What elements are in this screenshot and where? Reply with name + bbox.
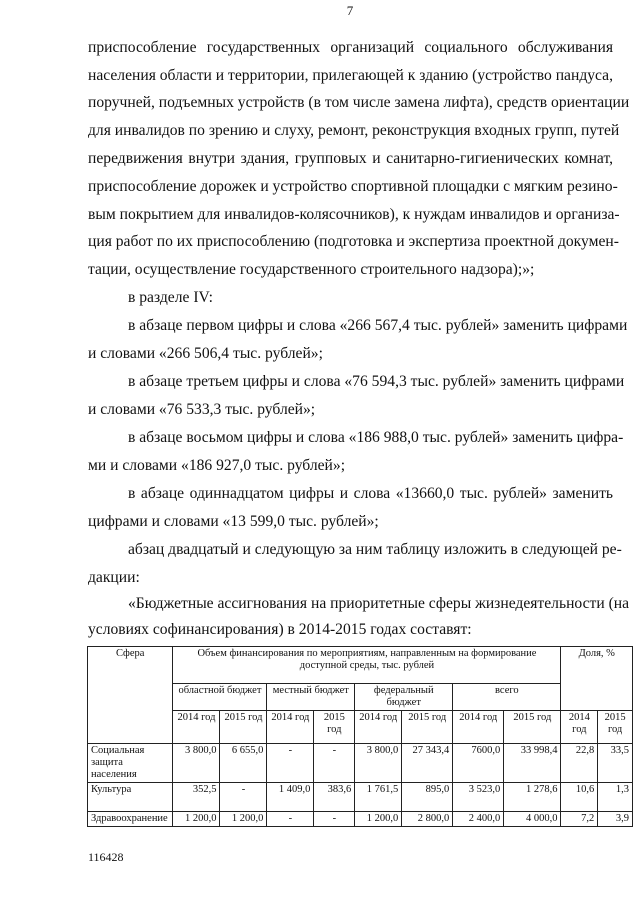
header-share: Доля, % bbox=[561, 647, 633, 711]
header-year: 2015 год bbox=[598, 711, 633, 744]
table-row bbox=[88, 744, 633, 783]
cell-value: 10,6 bbox=[561, 783, 598, 812]
text-line: дакции: bbox=[88, 569, 140, 586]
cell-value: 22,8 bbox=[561, 744, 598, 783]
text-line: приспособление государственных организаций социального обслуживания bbox=[88, 39, 613, 56]
text-line: условиях софинансирования) в 2014-2015 годах составят: bbox=[88, 621, 472, 638]
cell-value: 27 343,4 bbox=[402, 744, 453, 783]
text-line: вым покрытием для инвалидов-колясочников), к нуждам инвалидов и организа- bbox=[88, 206, 620, 223]
text-line: в абзаце восьмом цифры и слова «186 988,0 тыс. рублей» заменить цифра- bbox=[128, 429, 624, 446]
header-year: 2014 год bbox=[561, 711, 598, 744]
cell-value: 7600,0 bbox=[453, 744, 504, 783]
header-sphere: Сфера bbox=[88, 647, 173, 744]
header-budget: всего bbox=[453, 684, 561, 711]
cell-value: 4 000,0 bbox=[504, 812, 561, 827]
table-row bbox=[88, 812, 633, 827]
text-line: приспособление дорожек и устройство спортивной площадки с мягким резино- bbox=[88, 178, 618, 195]
cell-value: 6 655,0 bbox=[220, 744, 267, 783]
text-line: населения области и территории, прилегающей к зданию (устройство пандуса, bbox=[88, 67, 613, 84]
cell-value: 2 400,0 bbox=[453, 812, 504, 827]
header-budget: областной бюджет bbox=[173, 684, 267, 711]
header-year: 2014 год bbox=[355, 711, 402, 744]
header-year: 2014 год bbox=[453, 711, 504, 744]
cell-value: 895,0 bbox=[402, 783, 453, 812]
cell-value: 1 409,0 bbox=[267, 783, 314, 812]
row-sphere: Здравоохранение bbox=[88, 812, 173, 827]
cell-value: - bbox=[314, 812, 355, 827]
text-line: для инвалидов по зрению и слуху, ремонт, реконструкция входных групп, путей bbox=[88, 122, 620, 139]
text-line: тации, осуществление государственного строительного надзора);»; bbox=[88, 261, 535, 278]
cell-value: 7,2 bbox=[561, 812, 598, 827]
header-year: 2015 год bbox=[314, 711, 355, 744]
cell-value: - bbox=[314, 744, 355, 783]
text-line: в абзаце первом цифры и слова «266 567,4 тыс. рублей» заменить цифрами bbox=[128, 317, 628, 334]
cell-value: 383,6 bbox=[314, 783, 355, 812]
row-sphere: Социальная защита населения bbox=[88, 744, 173, 783]
cell-value: - bbox=[267, 744, 314, 783]
header-budget: местный бюджет bbox=[267, 684, 355, 711]
text-line: ми и словами «186 927,0 тыс. рублей»; bbox=[88, 457, 346, 474]
cell-value: 1 200,0 bbox=[220, 812, 267, 827]
row-sphere: Культура bbox=[88, 783, 173, 812]
cell-value: 3 523,0 bbox=[453, 783, 504, 812]
cell-value: - bbox=[220, 783, 267, 812]
cell-value: 1 200,0 bbox=[355, 812, 402, 827]
cell-value: 3 800,0 bbox=[173, 744, 220, 783]
table-row bbox=[88, 783, 633, 812]
cell-value: 3,9 bbox=[598, 812, 633, 827]
header-year: 2014 год bbox=[173, 711, 220, 744]
cell-value: 33 998,4 bbox=[504, 744, 561, 783]
text-line: и словами «266 506,4 тыс. рублей»; bbox=[88, 345, 323, 362]
text-line: цифрами и словами «13 599,0 тыс. рублей»; bbox=[88, 513, 379, 530]
cell-value: 352,5 bbox=[173, 783, 220, 812]
document-code: 116428 bbox=[88, 850, 124, 864]
budget-table bbox=[87, 646, 633, 827]
cell-value: 1 200,0 bbox=[173, 812, 220, 827]
cell-value: - bbox=[267, 812, 314, 827]
page-number: 7 bbox=[346, 3, 354, 18]
cell-value: 1 278,6 bbox=[504, 783, 561, 812]
header-year: 2014 год bbox=[267, 711, 314, 744]
header-year: 2015 год bbox=[220, 711, 267, 744]
text-line: «Бюджетные ассигнования на приоритетные сферы жизнедеятельности (на bbox=[128, 595, 630, 612]
text-line: абзац двадцатый и следующую за ним таблицу изложить в следующей ре- bbox=[128, 541, 622, 558]
cell-value: 1 761,5 bbox=[355, 783, 402, 812]
text-line: в абзаце третьем цифры и слова «76 594,3 тыс. рублей» заменить цифрами bbox=[128, 373, 625, 390]
text-line: передвижения внутри здания, групповых и санитарно-гигиенических комнат, bbox=[88, 150, 613, 167]
text-line: поручней, подъемных устройств (в том числе замена лифта), средств ориентации bbox=[88, 94, 630, 111]
header-budget: федеральный бюджет bbox=[355, 684, 453, 711]
header-volume: Объем финансирования по мероприятиям, направленным на формирование доступной среды, тыс. рублей bbox=[173, 647, 561, 684]
cell-value: 1,3 bbox=[598, 783, 633, 812]
table-header-row bbox=[88, 647, 633, 684]
section-reference: в разделе IV: bbox=[128, 289, 213, 306]
header-year: 2015 год bbox=[402, 711, 453, 744]
cell-value: 33,5 bbox=[598, 744, 633, 783]
cell-value: 2 800,0 bbox=[402, 812, 453, 827]
cell-value: 3 800,0 bbox=[355, 744, 402, 783]
text-line: в абзаце одиннадцатом цифры и слова «13660,0 тыс. рублей» заменить bbox=[128, 485, 613, 502]
text-line: и словами «76 533,3 тыс. рублей»; bbox=[88, 401, 316, 418]
text-line: ция работ по их приспособлению (подготовка и экспертиза проектной докумен- bbox=[88, 233, 619, 250]
header-year: 2015 год bbox=[504, 711, 561, 744]
